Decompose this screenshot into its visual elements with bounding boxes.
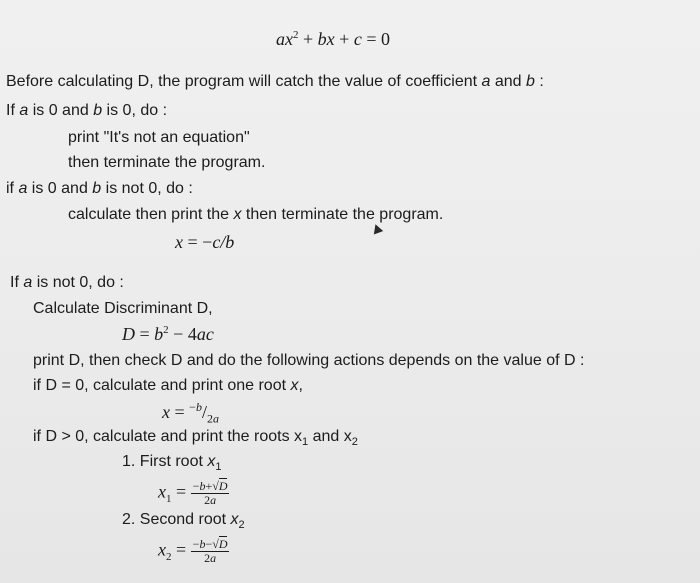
case3-formula: $D = b^2 - 4ac$ <box>122 324 214 344</box>
first-root-formula: $x_1$ = $\frac{-b+√D}{2a}$ <box>158 479 228 507</box>
d-zero-formula: $x = ^{-b}/_{2a}$ <box>162 400 219 426</box>
case3-instruction: print D, then check D and do the following actions depends on the value of D : <box>33 352 585 369</box>
equation-title: $ax^2$ + bx + c = 0 <box>276 29 390 49</box>
case3-condition: If a is not 0, do : <box>10 274 124 291</box>
case3-step: Calculate Discriminant D, <box>33 300 213 317</box>
d-zero-condition: if D = 0, calculate and print one root x, <box>33 377 303 394</box>
second-root-step: 2. Second root $x_2$ <box>122 511 245 532</box>
case1-action1: print "It's not an equation" <box>68 129 250 146</box>
case2-action: calculate then print the x then terminate the program. <box>68 206 444 223</box>
d-positive-condition: if D > 0, calculate and print the roots $x_1$ and $x_2$ <box>33 428 358 449</box>
first-root-step: 1. First root $x_1$ <box>122 453 222 474</box>
case1-condition: If a is 0 and b is 0, do : <box>6 102 168 119</box>
second-root-formula: $x_2$ = $\frac{-b-√D}{2a}$ <box>158 537 228 565</box>
case2-formula: x = −c/b <box>175 232 235 252</box>
intro-text: Before calculating D, the program will catch the value of coefficient a and b : <box>6 73 544 90</box>
case2-condition: if a is 0 and b is not 0, do : <box>6 180 193 197</box>
case1-action2: then terminate the program. <box>68 154 266 171</box>
